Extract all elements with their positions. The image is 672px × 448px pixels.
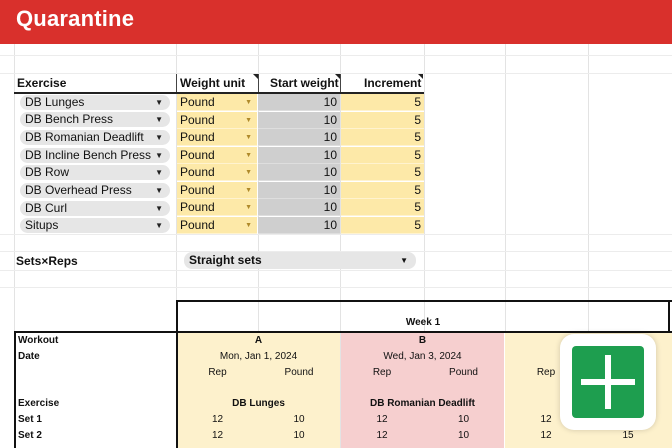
set-reps[interactable]: 12: [376, 414, 388, 425]
workout-date: Wed, Jan 3, 2024: [383, 351, 462, 362]
set-reps[interactable]: 12: [540, 414, 552, 425]
week-label: Week 1: [405, 317, 441, 328]
exercise-select-label: DB Bench Press: [25, 112, 114, 126]
title-banner: [0, 0, 672, 44]
set-reps[interactable]: 12: [211, 430, 224, 441]
workout-date: Mon, Jan 1, 2024: [219, 351, 298, 362]
table-border: [14, 331, 672, 333]
chevron-down-icon: ▼: [245, 99, 252, 106]
chevron-down-icon: ▼: [245, 221, 252, 229]
start-weight-cell[interactable]: 10: [258, 112, 340, 129]
weight-unit-value: Pound: [180, 217, 215, 232]
chevron-down-icon: ▼: [400, 256, 408, 265]
chevron-down-icon: ▼: [245, 116, 252, 124]
exercise-select[interactable]: [20, 112, 170, 127]
exercise-select[interactable]: [20, 95, 170, 110]
weight-unit-value: Pound: [180, 130, 215, 144]
weight-unit-value: Pound: [180, 95, 215, 109]
start-weight-cell[interactable]: 10: [258, 94, 340, 111]
weight-unit-select[interactable]: [177, 217, 257, 234]
increment-cell[interactable]: 5: [341, 112, 424, 129]
header-increment: Increment: [364, 76, 422, 90]
start-weight-cell[interactable]: 10: [258, 129, 340, 146]
increment-cell[interactable]: 5: [341, 182, 424, 199]
weight-unit-select[interactable]: [177, 182, 257, 199]
set-weight[interactable]: 15: [622, 430, 634, 441]
table-border: [176, 300, 672, 302]
header-weight-unit: Weight unit: [180, 76, 246, 90]
header-start-weight: Start weight: [270, 76, 339, 90]
chevron-down-icon: ▼: [245, 186, 252, 194]
weight-unit-value: Pound: [180, 182, 215, 197]
chevron-down-icon: ▼: [155, 151, 163, 160]
start-weight-cell[interactable]: 10: [258, 147, 340, 164]
weight-unit-value: Pound: [180, 112, 215, 127]
note-indicator-icon[interactable]: [335, 74, 340, 79]
set-weight[interactable]: 10: [457, 430, 470, 441]
chevron-down-icon: ▼: [155, 133, 163, 142]
workout-name: A: [254, 335, 263, 346]
header-divider: [176, 74, 177, 93]
chevron-down-icon: ▼: [245, 134, 252, 141]
weight-unit-select[interactable]: [177, 112, 257, 129]
chevron-down-icon: ▼: [155, 204, 163, 213]
set-weight[interactable]: 10: [293, 430, 305, 441]
exercise-select[interactable]: [20, 183, 170, 198]
sheets-add-icon[interactable]: [560, 334, 656, 430]
sets-reps-value: Straight sets: [189, 253, 262, 267]
sheet-title: Quarantine: [16, 6, 135, 31]
exercise-select-label: Situps: [25, 218, 59, 232]
row-label-set-2: Set 2: [18, 430, 42, 441]
chevron-down-icon: ▼: [245, 169, 252, 176]
increment-cell[interactable]: 5: [341, 147, 424, 164]
note-indicator-icon[interactable]: [253, 74, 258, 79]
rep-header: Rep: [208, 367, 227, 378]
exercise-select[interactable]: [20, 201, 170, 216]
weight-header: Pound: [284, 367, 314, 378]
start-weight-cell[interactable]: 10: [258, 182, 340, 199]
exercise-select-label: DB Lunges: [25, 95, 85, 109]
workout-exercise: DB Lunges: [232, 398, 285, 409]
header-exercise: Exercise: [17, 76, 67, 90]
exercise-select-label: DB Curl: [25, 201, 68, 215]
weight-unit-select[interactable]: [177, 147, 257, 164]
weight-unit-value: Pound: [180, 165, 215, 179]
row-label-set-1: Set 1: [18, 414, 42, 425]
exercise-select[interactable]: [20, 148, 170, 163]
exercise-select-label: DB Overhead Press: [25, 183, 132, 197]
header-divider: [340, 74, 341, 93]
increment-cell[interactable]: 5: [341, 129, 424, 146]
weight-unit-select[interactable]: [177, 94, 257, 111]
weight-unit-select[interactable]: [177, 199, 257, 216]
chevron-down-icon: ▼: [155, 168, 163, 177]
chevron-down-icon: ▼: [155, 221, 163, 230]
exercise-select-label: DB Romanian Deadlift: [25, 130, 144, 144]
row-label-workout: Workout: [18, 335, 59, 346]
increment-cell[interactable]: 5: [341, 199, 424, 216]
note-indicator-icon[interactable]: [418, 74, 423, 79]
weight-unit-value: Pound: [180, 147, 215, 162]
set-reps[interactable]: 12: [376, 430, 388, 441]
plus-icon: [581, 379, 635, 385]
chevron-down-icon: ▼: [245, 204, 252, 211]
weight-unit-select[interactable]: [177, 164, 257, 181]
exercise-select-label: DB Row: [25, 165, 70, 179]
workout-name: B: [418, 335, 427, 346]
table-border: [14, 331, 16, 448]
weight-header: Pound: [449, 367, 478, 378]
row-label-date: Date: [18, 351, 40, 362]
chevron-down-icon: ▼: [245, 151, 252, 159]
chevron-down-icon: ▼: [155, 98, 163, 107]
exercise-select[interactable]: [20, 165, 170, 180]
chevron-down-icon: ▼: [155, 115, 163, 124]
increment-cell[interactable]: 5: [341, 164, 424, 181]
chevron-down-icon: ▼: [155, 186, 163, 195]
set-reps[interactable]: 12: [211, 414, 224, 425]
exercise-select-label: DB Incline Bench Press: [25, 148, 152, 162]
sets-reps-select[interactable]: [184, 252, 416, 269]
workout-exercise: DB Romanian Deadlift: [369, 398, 475, 409]
weight-unit-select[interactable]: [177, 129, 257, 146]
header-divider: [258, 74, 259, 93]
set-weight[interactable]: 10: [293, 414, 305, 425]
start-weight-cell[interactable]: 10: [258, 217, 340, 234]
exercise-select[interactable]: [20, 130, 170, 145]
rep-header: Rep: [536, 367, 556, 378]
row-label-exercise: Exercise: [18, 398, 60, 409]
exercise-select[interactable]: [20, 218, 170, 233]
set-weight[interactable]: 10: [457, 414, 470, 425]
increment-cell[interactable]: 5: [341, 217, 424, 234]
weight-unit-value: Pound: [180, 200, 215, 214]
start-weight-cell[interactable]: 10: [258, 164, 340, 181]
sheets-add-icon-tile: [572, 346, 644, 418]
start-weight-cell[interactable]: 10: [258, 199, 340, 216]
sets-reps-label: Sets×Reps: [16, 254, 78, 268]
rep-header: Rep: [372, 367, 392, 378]
set-reps[interactable]: 12: [540, 430, 552, 441]
increment-cell[interactable]: 5: [341, 94, 424, 111]
